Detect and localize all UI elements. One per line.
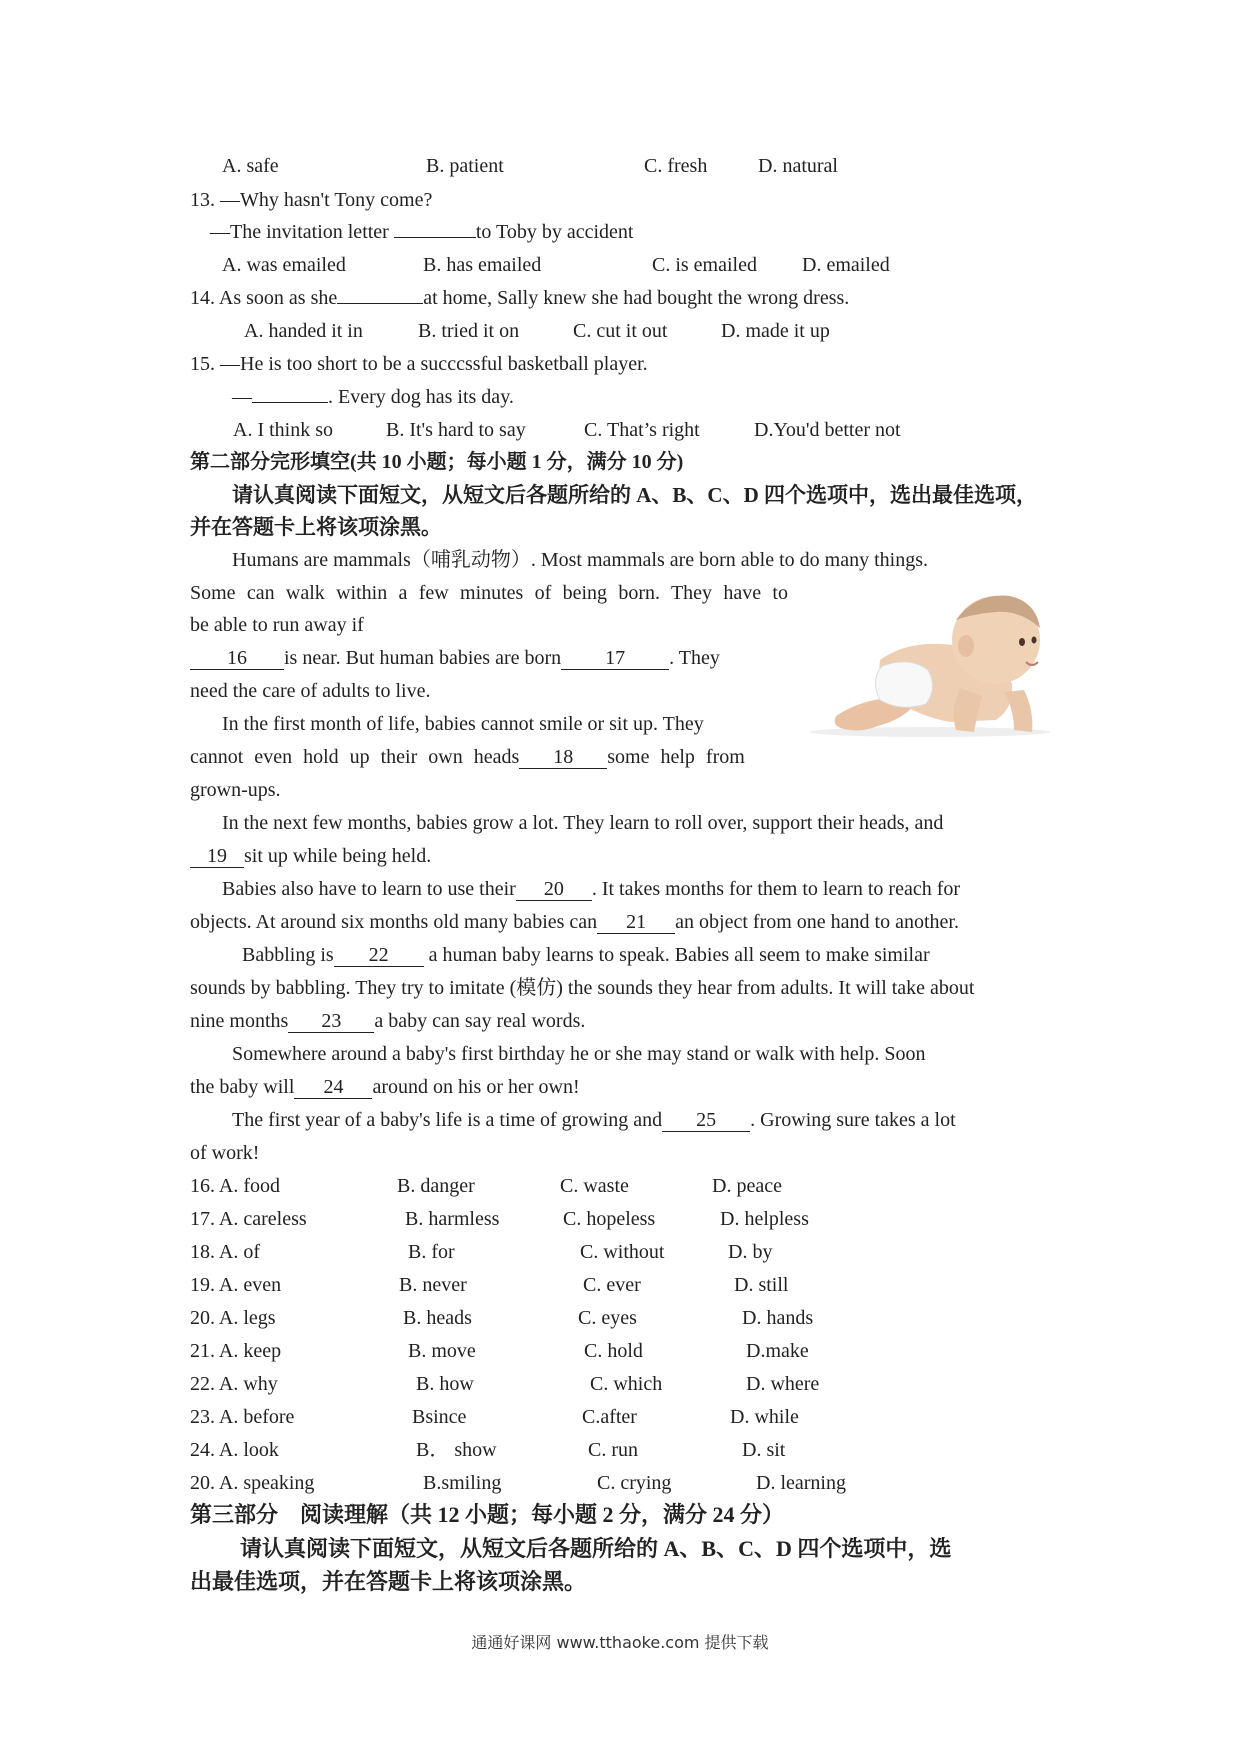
passage-line: of work! bbox=[190, 1142, 260, 1164]
blank-16: 16 bbox=[190, 647, 284, 670]
passage-line: sounds by babbling. They try to imitate (模仿) the sounds they hear from adults. It will take about bbox=[190, 977, 975, 999]
passage-line: grown-ups. bbox=[190, 779, 281, 801]
option-23-d: D. while bbox=[730, 1406, 799, 1428]
part3-instruction-2: 出最佳选项，并在答题卡上将该项涂黑。 bbox=[190, 1569, 587, 1594]
q15-option-a: A. I think so bbox=[233, 419, 333, 441]
option-21-c: C. hold bbox=[584, 1340, 643, 1362]
crawling-baby-image bbox=[800, 580, 1062, 740]
q15-stem: 15. —He is too short to be a succcssful basketball player. bbox=[190, 353, 648, 375]
option-21-a: 21. A. keep bbox=[190, 1340, 282, 1362]
blank-25: 25 bbox=[662, 1109, 750, 1132]
passage-line: objects. At around six months old many babies can 21 an object from one hand to another. bbox=[190, 911, 959, 933]
option-16-b: B. danger bbox=[397, 1175, 475, 1197]
q13-stem: 13. —Why hasn't Tony come? bbox=[190, 189, 433, 211]
part3-instruction-1: 请认真阅读下面短文，从短文后各题所给的 A、B、C、D 四个选项中，选 bbox=[240, 1536, 952, 1561]
option-24-a: 24. A. look bbox=[190, 1439, 279, 1461]
part2-title: 第二部分完形填空(共 10 小题；每小题 1 分，满分 10 分) bbox=[190, 451, 684, 473]
passage-line: In the first month of life, babies cannot smile or sit up. They bbox=[222, 713, 704, 735]
blank-20: 20 bbox=[516, 878, 592, 901]
passage-line: the baby will 24 around on his or her own! bbox=[190, 1076, 580, 1098]
option-19-d: D. still bbox=[734, 1274, 789, 1296]
passage-line: 16 is near. But human babies are born 17 . They bbox=[190, 644, 720, 672]
option-17-c: C. hopeless bbox=[563, 1208, 656, 1230]
passage-line: Somewhere around a baby's first birthday he or she may stand or walk with help. Soon bbox=[232, 1043, 926, 1065]
passage-line: Babbling is 22 a human baby learns to speak. Babies all seem to make similar bbox=[242, 944, 930, 966]
option-25-b: B.smiling bbox=[423, 1472, 502, 1494]
blank-19: 19 bbox=[190, 845, 244, 868]
q12-option-d: D. natural bbox=[758, 155, 838, 177]
q13-line2: —The invitation letter to Toby by accident bbox=[210, 221, 634, 243]
option-16-a: 16. A. food bbox=[190, 1175, 280, 1197]
q15-option-d: D.You'd better not bbox=[754, 419, 901, 441]
option-21-b: B. move bbox=[408, 1340, 476, 1362]
option-20-a: 20. A. legs bbox=[190, 1307, 276, 1329]
passage-line: 19 sit up while being held. bbox=[190, 842, 431, 870]
option-20-c: C. eyes bbox=[578, 1307, 637, 1329]
option-21-d: D.make bbox=[746, 1340, 809, 1362]
passage-line: Babies also have to learn to use their 20 . It takes months for them to learn to reach for bbox=[222, 878, 961, 900]
passage-line: cannot even hold up their own heads 18 some help from bbox=[190, 746, 745, 768]
q14-option-a: A. handed it in bbox=[244, 320, 363, 342]
option-20-d: D. hands bbox=[742, 1307, 814, 1329]
option-18-d: D. by bbox=[728, 1241, 773, 1263]
option-16-d: D. peace bbox=[712, 1175, 782, 1197]
part3-title: 第三部分 阅读理解（共 12 小题；每小题 2 分，满分 24 分） bbox=[190, 1502, 785, 1527]
option-24-b: B． show bbox=[416, 1439, 497, 1461]
part2-instruction-2: 并在答题卡上将该项涂黑。 bbox=[190, 515, 442, 539]
option-17-a: 17. A. careless bbox=[190, 1208, 307, 1230]
passage-line: be able to run away if bbox=[190, 614, 364, 636]
option-23-b: Bsince bbox=[412, 1406, 467, 1428]
option-20-b: B. heads bbox=[403, 1307, 472, 1329]
passage-line: The first year of a baby's life is a time of growing and 25 . Growing sure takes a lot bbox=[232, 1109, 956, 1131]
blank-18: 18 bbox=[519, 746, 607, 769]
passage-line: nine months 23 a baby can say real words. bbox=[190, 1010, 586, 1032]
q15-option-b: B. It's hard to say bbox=[386, 419, 526, 441]
option-24-d: D. sit bbox=[742, 1439, 786, 1461]
option-18-c: C. without bbox=[580, 1241, 665, 1263]
q14-option-d: D. made it up bbox=[721, 320, 830, 342]
blank-23: 23 bbox=[288, 1010, 374, 1033]
q12-option-c: C. fresh bbox=[644, 155, 708, 177]
passage-line: need the care of adults to live. bbox=[190, 680, 431, 702]
footer-source: 通通好课网 www.tthaoke.com 提供下载 bbox=[471, 1633, 769, 1652]
passage-line: Humans are mammals（哺乳动物）. Most mammals are born able to do many things. bbox=[232, 549, 928, 571]
q14-option-c: C. cut it out bbox=[573, 320, 668, 342]
option-17-d: D. helpless bbox=[720, 1208, 809, 1230]
option-22-d: D. where bbox=[746, 1373, 820, 1395]
option-19-b: B. never bbox=[399, 1274, 467, 1296]
q15-line2: — . Every dog has its day. bbox=[232, 386, 514, 408]
passage-line: In the next few months, babies grow a lot. They learn to roll over, support their heads, and bbox=[222, 812, 944, 834]
option-18-b: B. for bbox=[408, 1241, 455, 1263]
q13-option-d: D. emailed bbox=[802, 254, 890, 276]
option-16-c: C. waste bbox=[560, 1175, 629, 1197]
q15-option-c: C. That’s right bbox=[584, 419, 700, 441]
q13-option-a: A. was emailed bbox=[222, 254, 346, 276]
option-25-c: C. crying bbox=[597, 1472, 672, 1494]
option-17-b: B. harmless bbox=[405, 1208, 500, 1230]
blank-17: 17 bbox=[561, 647, 669, 670]
option-24-c: C. run bbox=[588, 1439, 638, 1461]
blank-24: 24 bbox=[294, 1076, 372, 1099]
q14-option-b: B. tried it on bbox=[418, 320, 520, 342]
part2-instruction-1: 请认真阅读下面短文，从短文后各题所给的 A、B、C、D 四个选项中，选出最佳选项， bbox=[232, 483, 1038, 507]
q14-stem: 14. As soon as she at home, Sally knew she had bought the wrong dress. bbox=[190, 287, 850, 309]
option-18-a: 18. A. of bbox=[190, 1241, 260, 1263]
q13-option-c: C. is emailed bbox=[652, 254, 757, 276]
q12-option-a: A. safe bbox=[222, 155, 279, 177]
option-23-a: 23. A. before bbox=[190, 1406, 295, 1428]
option-22-b: B. how bbox=[416, 1373, 474, 1395]
q13-option-b: B. has emailed bbox=[423, 254, 542, 276]
blank-21: 21 bbox=[597, 911, 675, 934]
option-25-a: 20. A. speaking bbox=[190, 1472, 315, 1494]
option-19-a: 19. A. even bbox=[190, 1274, 282, 1296]
option-19-c: C. ever bbox=[583, 1274, 641, 1296]
q12-option-b: B. patient bbox=[426, 155, 504, 177]
option-23-c: C.after bbox=[582, 1406, 637, 1428]
option-22-a: 22. A. why bbox=[190, 1373, 278, 1395]
option-22-c: C. which bbox=[590, 1373, 663, 1395]
blank-22: 22 bbox=[334, 944, 424, 967]
passage-line: Some can walk within a few minutes of being born. They have to bbox=[190, 582, 788, 604]
option-25-d: D. learning bbox=[756, 1472, 846, 1494]
